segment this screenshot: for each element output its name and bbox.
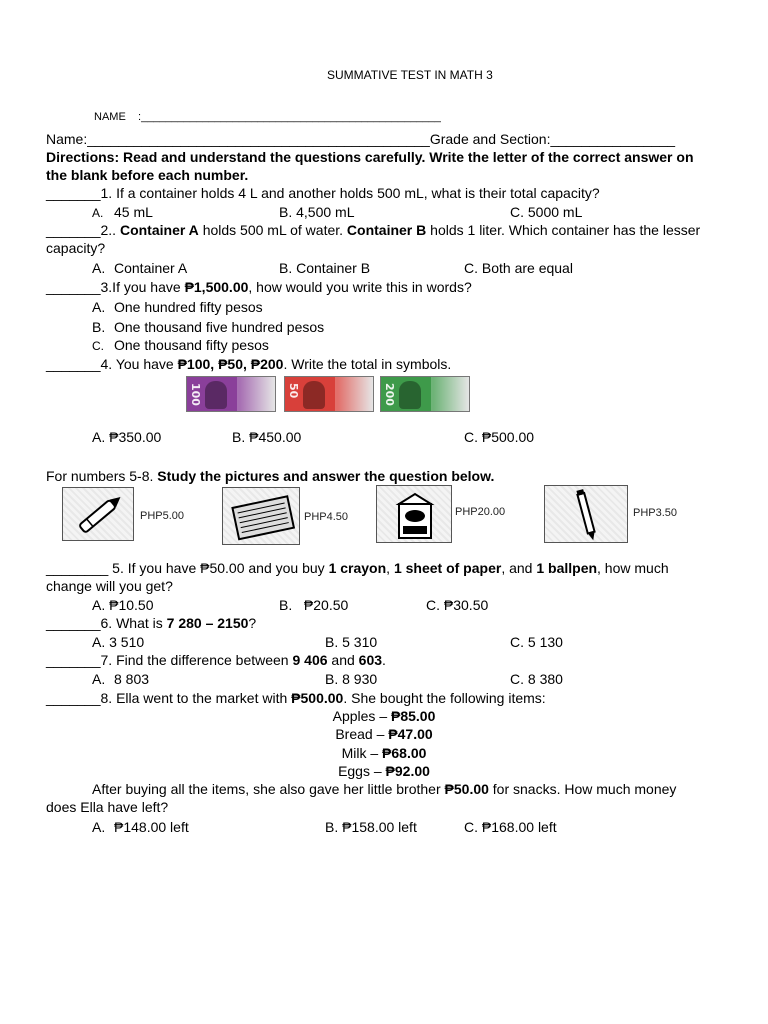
bill-portrait [399,381,421,409]
q2-option-b: B. Container B [279,260,371,276]
q8-item-price: ₱92.00 [385,763,430,779]
q2-option-c: C. Both are equal [464,260,573,276]
q5-crayon: 1 crayon [328,560,387,576]
q2-container-a: Container A [119,222,199,238]
crayon-price: PHP5.00 [140,510,185,522]
q4-option-c: C. ₱500.00 [464,429,535,445]
q5-post: , how much [597,560,669,576]
q3-option-b-letter: B. [92,319,106,335]
q5-option-b [279,596,348,614]
q5-option-a-text: ₱10.50 [109,597,154,613]
q2-end: holds 1 liter. Which container has the lesser [430,222,701,238]
q5-option-b-text: ₱20.50 [303,597,349,613]
q1-option-a-letter: A. [92,206,104,220]
q3-option-a-text: One hundred fifty pesos [114,299,263,315]
question-8 [46,689,546,707]
q7-option-a-text: 8 803 [114,671,150,687]
q8-item-name: Milk – [341,745,379,761]
ballpen-price: PHP3.50 [633,507,678,519]
name-line [94,111,441,123]
q8-after-post: for snacks. How much money [492,781,677,797]
bill-value: 200 [383,383,396,406]
q8-item-bread [0,725,768,743]
name-grade-line: Name:____________________________________________Grade and Section:________________ [46,131,676,147]
question-1: _______1. If a container holds 4 L and another holds 500 mL, what is their total capacity? [46,185,600,201]
q8-option-a-letter: A. [92,819,106,835]
question-3 [46,278,472,296]
q8-after-amount: ₱50.00 [444,781,489,797]
q6-post: ? [248,615,257,631]
bill-stripe [431,377,470,412]
bill-stripe [237,377,276,412]
q8-item-name: Bread – [335,726,385,742]
q7-number-2: 603 [358,652,383,668]
q3-option-c-letter: C. [92,339,104,353]
q8-item-milk [0,744,768,762]
q3-option-a [92,298,263,316]
peso-bill-100-image [186,376,276,412]
milk-carton-picture [376,485,452,543]
q8-after-pre: After buying all the items, she also gave her little brother [92,781,441,797]
question-2 [46,221,700,239]
q5-option-a-letter: A. [92,597,106,613]
q7-option-c: C. 8 380 [510,671,563,687]
section-bold: Study the pictures and answer the question below. [157,468,495,484]
name-label: NAME [94,111,126,123]
q5-option-a [92,596,154,614]
q2-option-a [92,259,187,277]
q8-option-a [92,818,189,836]
q7-option-b: B. 8 930 [325,671,378,687]
q3-option-b [92,318,324,336]
q6-option-c: C. 5 130 [510,634,563,650]
q4-amounts: ₱100, ₱50, ₱200 [177,356,284,372]
bill-portrait [205,381,227,409]
q4-post: . Write the total in symbols. [283,356,452,372]
paper-picture [222,487,300,545]
q5-sep2: , and [501,560,533,576]
crayon-icon [63,488,135,542]
question-7 [46,651,386,669]
ballpen-picture [544,485,628,543]
q8-item-price: ₱85.00 [391,708,436,724]
q6-option-a: A. 3 510 [92,634,145,650]
q7-number-1: 9 406 [292,652,328,668]
q7-pre: _______7. Find the difference between [46,652,289,668]
q7-option-a [92,670,149,688]
q3-amount: ₱1,500.00 [184,279,249,295]
q8-option-c: C. ₱168.00 left [464,819,557,835]
q2-option-a-letter: A. [92,260,106,276]
milk-carton-icon [377,486,453,544]
q6-expression: 7 280 – 2150 [166,615,249,631]
q5-option-c-letter: C. [426,597,440,613]
bill-value: 50 [287,383,300,399]
q5-option-c-text: ₱30.50 [443,597,489,613]
q8-option-b: B. ₱158.00 left [325,819,417,835]
section-pre: For numbers 5-8. [46,468,154,484]
question-5 [46,559,669,577]
q5-pre: ________ 5. If you have ₱50.00 and you buy [46,560,325,576]
q8-item-price: ₱68.00 [382,745,427,761]
q8-after-line [92,780,676,798]
q8-amount: ₱500.00 [291,690,344,706]
q7-post: . [382,652,386,668]
q3-option-c [92,336,269,355]
q4-pre: _______4. You have [46,356,174,372]
section-instructions [46,467,494,485]
q8-option-a-text: ₱148.00 left [114,819,189,835]
page-title: SUMMATIVE TEST IN MATH 3 [327,68,493,82]
q1-option-a [92,203,153,222]
name-blank: :_________________________________________________ [138,111,441,123]
q4-option-a: A. ₱350.00 [92,429,162,445]
q1-option-a-text: 45 mL [114,204,153,220]
crayon-picture [62,487,134,541]
q5-line-2: change will you get? [46,578,173,594]
q3-option-a-letter: A. [92,299,106,315]
q4-option-b: B. ₱450.00 [232,429,302,445]
q7-option-a-letter: A. [92,671,106,687]
q6-option-b: B. 5 310 [325,634,378,650]
q6-pre: _______6. What is [46,615,163,631]
q8-item-price: ₱47.00 [388,726,433,742]
q7-and: and [331,652,355,668]
q5-option-c [426,596,488,614]
q8-pre: _______8. Ella went to the market with [46,690,288,706]
paper-price: PHP4.50 [304,511,349,523]
peso-bill-200-image [380,376,470,412]
q8-item-apples [0,707,768,725]
q3-pre: _______3.If you have [46,279,181,295]
q2-blank: _______2.. [46,222,117,238]
bill-stripe [335,377,374,412]
q5-paper: 1 sheet of paper [393,560,502,576]
q2-container-b: Container B [346,222,427,238]
question-6 [46,614,256,632]
q8-item-name: Apples – [332,708,388,724]
q1-option-b: B. 4,500 mL [279,204,355,220]
question-4 [46,355,451,373]
q5-ballpen: 1 ballpen [536,560,598,576]
q5-sep1: , [386,560,391,576]
paper-icon [223,488,301,546]
q2-mid: holds 500 mL of water. [202,222,344,238]
q2-option-a-text: Container A [114,260,188,276]
q8-item-name: Eggs – [338,763,382,779]
q1-option-c: C. 5000 mL [510,204,583,220]
q2-line-2: capacity? [46,240,106,256]
bill-portrait [303,381,325,409]
peso-bill-50-image [284,376,374,412]
q3-post: , how would you write this in words? [248,279,472,295]
directions-line-1: Directions: Read and understand the questions carefully. Write the letter of the correct answer on [46,149,694,165]
ballpen-icon [545,486,629,544]
q8-item-eggs [0,762,768,780]
bill-value: 100 [189,383,202,406]
milk-price: PHP20.00 [455,506,506,518]
q5-option-b-letter: B. [279,597,293,613]
q8-line-2: does Ella have left? [46,799,169,815]
q8-post: . She bought the following items: [343,690,546,706]
q3-option-c-text: One thousand fifty pesos [114,337,269,353]
q3-option-b-text: One thousand five hundred pesos [114,319,325,335]
directions-line-2: the blank before each number. [46,167,249,183]
